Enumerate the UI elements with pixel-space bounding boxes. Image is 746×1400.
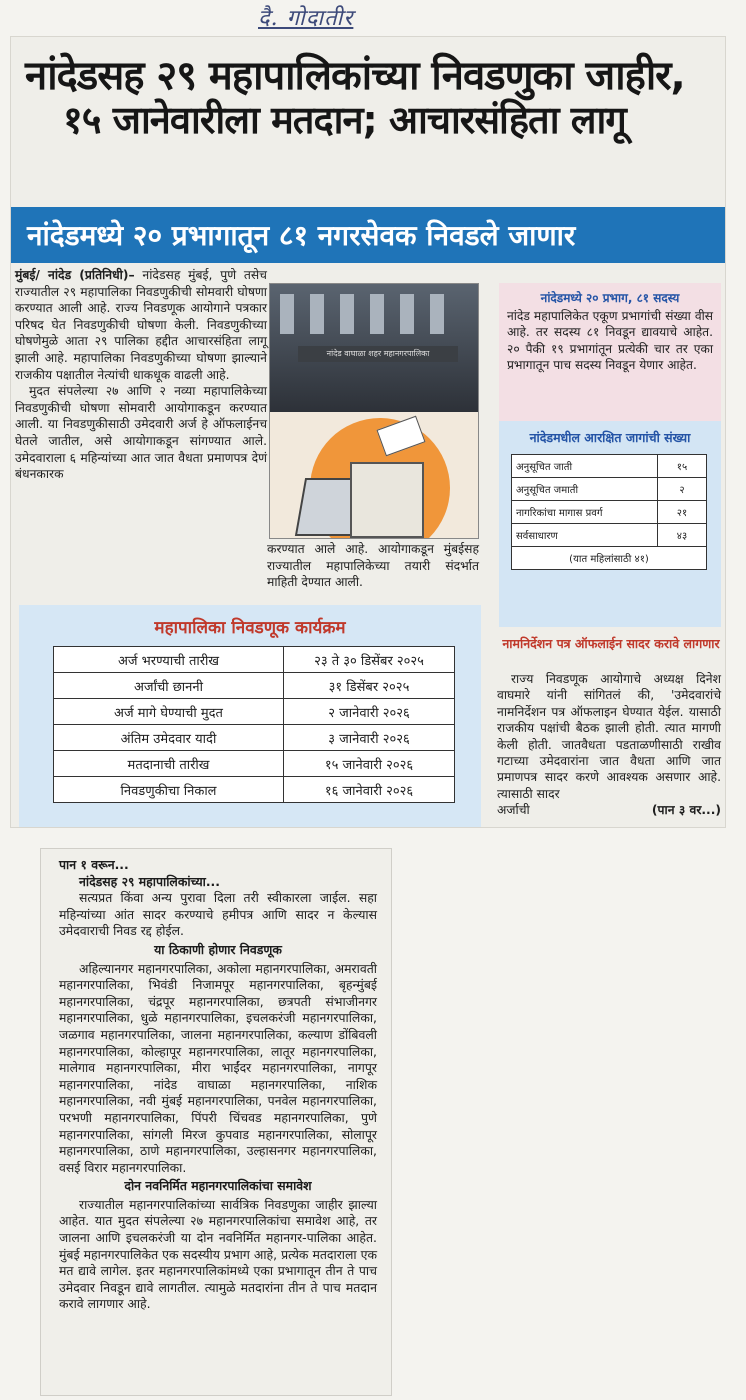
- photo-caption: करण्यात आले आहे. आयोगाकडून मुंबईसह राज्यातील महापालिकेच्या तयारी संदर्भात माहिती देण्यात आली.: [267, 542, 479, 590]
- table-row: [512, 547, 707, 570]
- headline-line-1: नांदेडसह २९ महापालिकांच्या निवडणुका जाहीर,: [25, 53, 685, 99]
- schedule-event: निवडणुकीचा निकाल: [54, 777, 284, 803]
- reserved-value: १५: [658, 455, 707, 478]
- reserved-seats-box: [499, 421, 721, 627]
- schedule-event: मतदानाची तारीख: [54, 751, 284, 777]
- nomination-title: नामनिर्देशन पत्र ऑफलाईन सादर करावे लागणार: [502, 636, 720, 651]
- table-row: [54, 751, 455, 777]
- ballot-illustration: [270, 412, 478, 538]
- schedule-event: अर्जांची छाननी: [54, 673, 284, 699]
- reserved-label: सर्वसाधारण: [512, 524, 658, 547]
- headline-line-2: १५ जानेवारीला मतदान; आचारसंहिता लागू: [63, 98, 626, 142]
- reserved-label: अनुसूचित जाती: [512, 455, 658, 478]
- table-row: [512, 524, 707, 547]
- table-row: [54, 725, 455, 751]
- article-para-2: मुदत संपलेल्या २७ आणि २ नव्या महापालिकेच्या निवडणुकीची घोषणा सोमवारी आयोगाकडून करण्यात आली. या निवडणुकीसाठी उमेदवारी अर्ज हे ऑफलाईनच घेतले जातील, असे आयोगाकडून सांगण्यात आले. उमेदवाराला ६ महिन्यांच्या आत जात वैधता प्रमाणपत्र देणं बंधनकारक: [15, 384, 267, 482]
- schedule-title: महापालिका निवडणूक कार्यक्रम: [154, 618, 346, 638]
- ballot-box-icon: [350, 462, 424, 538]
- reserved-value: ४३: [658, 524, 707, 547]
- reserved-label: अनुसूचित जमाती: [512, 478, 658, 501]
- table-row: [54, 673, 455, 699]
- front-page-clipping: [10, 36, 726, 828]
- ward-box-text: नांदेड महापालिकेत एकूण प्रभागांची संख्या वीस आहे. तर सदस्य ८१ निवडून द्यावयाचे आहेत. २० पैकी १९ प्रभागांतून प्रत्येकी चार तर एका प्रभागातून पाच सदस्य निवडून येणार आहेत.: [507, 309, 713, 373]
- building-image: [270, 284, 478, 412]
- reserved-value: २: [658, 478, 707, 501]
- schedule-date: १५ जानेवारी २०२६: [284, 751, 455, 777]
- ward-box-title: नांदेडमध्ये २० प्रभाग, ८१ सदस्य: [540, 291, 680, 305]
- schedule-event: अर्ज भरण्याची तारीख: [54, 647, 284, 673]
- table-row: [512, 501, 707, 524]
- main-article-body: [15, 267, 267, 483]
- schedule-event: अंतिम उमेदवार यादी: [54, 725, 284, 751]
- subheading-new-corporations: दोन नवनिर्मित महानगरपालिकांचा समावेश: [124, 1178, 312, 1194]
- continuation-para-2: अहिल्यानगर महानगरपालिका, अकोला महानगरपालिका, अमरावती महानगरपालिका, भिवंडी निजामपूर महानगरपालिका, बृहन्मुंबई महानगरपालिका, चंद्रपूर महानगरपालिका, छत्रपती संभाजीनगर महानगरपालिका, धुळे महानगरपालिका, इचलकरंजी महानगरपालिका, जळगाव महानगरपालिका, जालना महानगरपालिका, कल्याण डोंबिवली महानगरपालिका, कोल्हापूर महानगरपालिका, लातूर महानगरपालिका, मालेगाव महानगरपालिका, मीरा भाईंदर महानगरपालिका, नागपूर महानगरपालिका, नांदेड वाघाळा महानगरपालिका, नाशिक महानगरपालिका, नवी मुंबई महानगरपालिका, पनवेल महानगरपालिका, परभणी महानगरपालिका, पिंपरी चिंचवड महानगरपालिका, पुणे महानगरपालिका, सांगली मिरज कुपवाड महानगरपालिका, सोलापूर महानगरपालिका, ठाणे महानगरपालिका, उल्हासनगर महानगरपालिका, वसई विरार महानगरपालिका.: [59, 960, 377, 1175]
- election-schedule-box: [19, 605, 481, 827]
- building-sign: नांदेड वाघाळा शहर महानगरपालिका: [298, 346, 458, 362]
- continuation-para-3: राज्यातील महानगरपालिकांच्या सार्वत्रिक निवडणुका जाहीर झाल्या आहेत. यात मुदत संपलेल्या २७ महानगरपालिकांचा समावेश आहे, तर जालना आणि इचलकरंजी या दोन नवनिर्मित महानगर-पालिका आहेत. मुंबई महानगरपालिकेत एक सदस्यीय प्रभाग आहे, प्रत्येक मतदाराला एक मत द्यावे लागेल. इतर महानगरपालिकांमध्ये एका प्रभागातून तीन ते पाच उमेदवार निवडून द्यावे लागतील. त्यामुळे मतदारांना तीन ते पाच मतदान करावे लागणार आहे.: [59, 1196, 378, 1312]
- table-row: [512, 478, 707, 501]
- subheadline-bar: नांदेडमध्ये २० प्रभागातून ८१ नगरसेवक निवडले जाणार: [11, 207, 725, 263]
- schedule-event: अर्ज मागे घेण्याची मुदत: [54, 699, 284, 725]
- reserved-label: नागरिकांचा मागास प्रवर्ग: [512, 501, 658, 524]
- schedule-date: ३१ डिसेंबर २०२५: [284, 673, 455, 699]
- schedule-date: ३ जानेवारी २०२६: [284, 725, 455, 751]
- ward-info-box: [499, 283, 721, 443]
- table-row: [512, 455, 707, 478]
- schedule-table: [53, 646, 455, 803]
- continuation-para-1: सत्यप्रत किंवा अन्य पुरावा दिला तरी स्वीकारला जाईल. सहा महिन्यांच्या आंत सादर करण्याचे हमीपत्र आणि सादर न केल्यास उमेदवाराची निवड रद्द होईल.: [59, 890, 377, 939]
- continued-note: (पान ३ वर...): [651, 803, 721, 818]
- headline: [25, 53, 715, 143]
- subheading-locations: या ठिकाणी होणार निवडणूक: [154, 941, 282, 957]
- continuation-clipping: [40, 848, 392, 1396]
- nomination-text: राज्य निवडणूक आयोगाचे अध्यक्ष दिनेश वाघमारे यांनी सांगितलं की, 'उमेदवारांचे नामनिर्देशन पत्र ऑफलाइन घेण्यात येईल. यासाठी राजकीय पक्षांची बैठक झाली होती. त्यात मागणी केली होती. जातवैधता पडताळणीसाठी राखीव गटाच्या उमेदवारांना जात वैधता आणि जात प्रमाणपत्र सादर करणे आवश्यक असणार आहे. त्यासाठी सादर: [497, 672, 721, 801]
- nomination-last-word: अर्जाची: [497, 803, 530, 818]
- nomination-body: [497, 671, 721, 819]
- reserved-value: २१: [658, 501, 707, 524]
- reserved-seats-table: [511, 454, 707, 570]
- continued-from: पान १ वरून...: [59, 857, 129, 872]
- article-para-1: नांदेडसह मुंबई, पुणे तसेच राज्यातील २९ महापालिका निवडणुकीची सोमवारी घोषणा करण्यात आली आहे. राज्य निवडणूक आयोगाने पत्रकार परिषद घेत निवडणुकीची घोषणा केली. निवडणुकीच्या घोषणेमुळे आता २९ पालिका हद्दीत आचारसंहिता लागू झाली आहे. महापालिका निवडणुकीच्या घोषणा झाल्याने राजकीय पक्षातील नेत्यांची धाकधूक वाढली आहे.: [15, 268, 267, 382]
- schedule-date: २३ ते ३० डिसेंबर २०२५: [284, 647, 455, 673]
- schedule-date: २ जानेवारी २०२६: [284, 699, 455, 725]
- table-row: [54, 777, 455, 803]
- table-row: [54, 647, 455, 673]
- news-photo: [269, 283, 479, 539]
- continuation-heading: नांदेडसह २९ महापालिकांच्या...: [79, 873, 220, 889]
- reserved-box-title: नांदेडमधील आरक्षित जागांची संख्या: [529, 430, 691, 445]
- schedule-date: १६ जानेवारी २०२६: [284, 777, 455, 803]
- reserved-footer: (यात महिलांसाठी ४१): [512, 547, 707, 570]
- table-row: [54, 699, 455, 725]
- byline: मुंबई/ नांदेड (प्रतिनिधी)–: [15, 268, 135, 282]
- handwritten-note: दै. गोदातीर: [258, 6, 354, 31]
